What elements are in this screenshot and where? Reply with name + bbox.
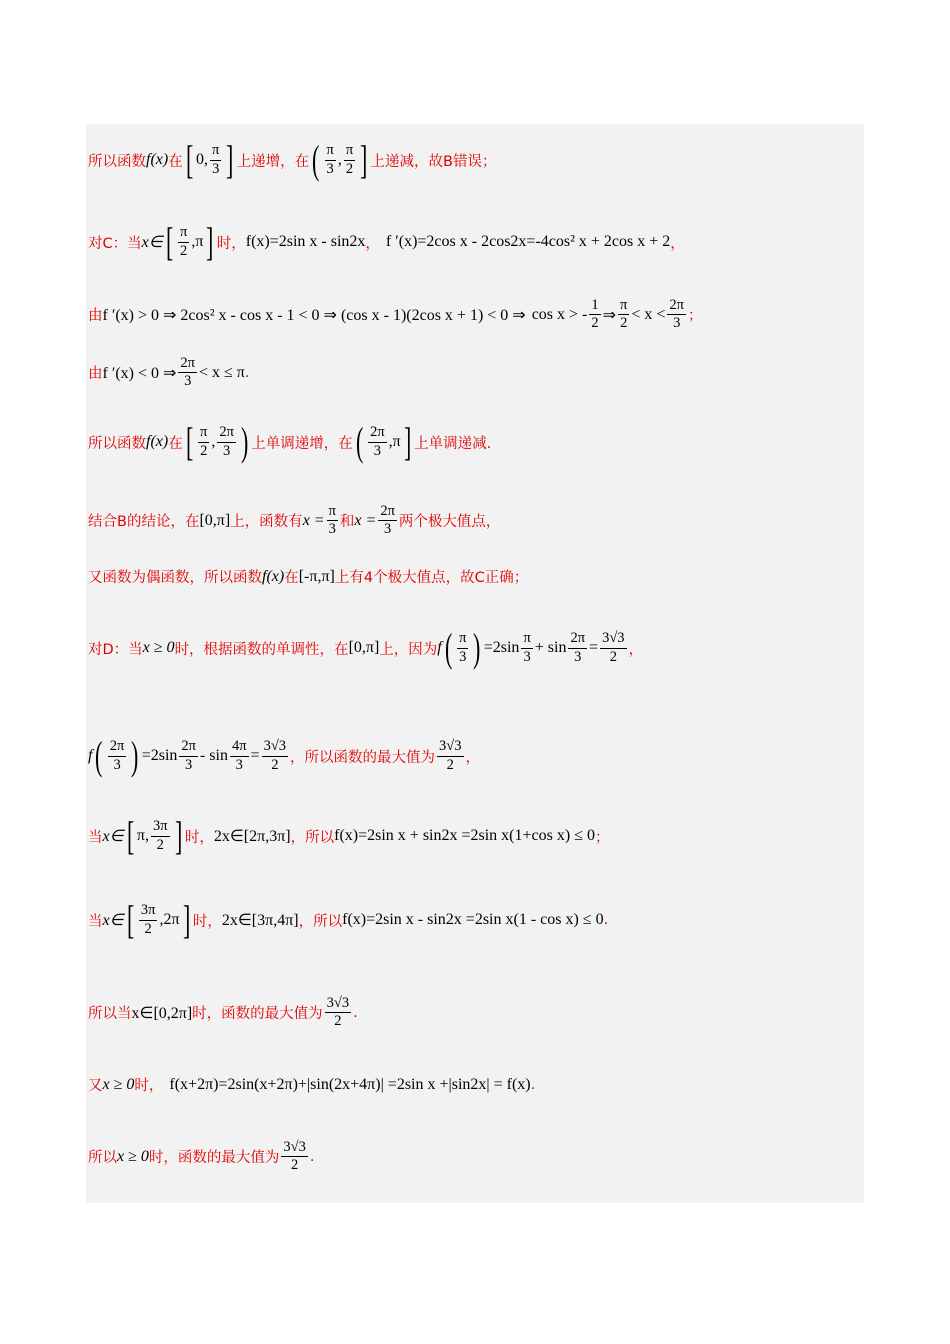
line-12: [88, 996, 358, 1029]
math: =: [589, 639, 599, 656]
text: ，所以函数的最大值为: [290, 749, 436, 766]
fraction: [179, 739, 198, 772]
den: 2: [345, 160, 354, 177]
text: ，: [670, 235, 685, 252]
text: 在: [168, 435, 183, 452]
math: x ≥ 0: [117, 1147, 149, 1165]
text: ，: [628, 641, 644, 658]
interval: [ π , $\frac{3\pi}{2}$ ]: [126, 813, 182, 858]
den: 2: [200, 442, 208, 459]
paren: ( $\frac{2\pi}{3}$ ): [95, 733, 139, 778]
fraction: [262, 739, 288, 772]
math: 2x∈[2π,3π]: [213, 828, 291, 845]
den: 2: [591, 315, 599, 332]
text: .: [309, 1148, 315, 1165]
math: - sin: [199, 747, 228, 764]
den: 2: [144, 920, 152, 937]
math: f(x): [262, 567, 285, 585]
den: 2: [334, 1013, 342, 1030]
text: 时，函数的最大值为: [148, 1150, 280, 1167]
den: 3: [212, 160, 220, 177]
den: 3: [235, 756, 243, 773]
text: 对C：当: [88, 235, 142, 252]
line-11: [88, 897, 609, 942]
fraction: [325, 143, 336, 176]
num: π: [618, 298, 629, 315]
text: 时，: [184, 829, 214, 846]
den: 3: [328, 521, 336, 538]
math: [0,π]: [348, 639, 380, 656]
text: ，所以: [290, 829, 335, 846]
den: 2: [291, 1157, 299, 1174]
num: 3√3: [281, 1140, 307, 1157]
text: 时，: [192, 913, 222, 930]
line-2: [88, 219, 685, 264]
text: 上递增，在: [236, 153, 310, 170]
math: f ′(x) < 0 ⇒: [102, 364, 177, 382]
line-9: f ( $\frac{2\pi}{3}$ ) =2sin $\frac{2\pi}{3}$ - sin $\frac{4\pi}{3}$ = $\frac{3√3}{2}$ ，所以函数的最大值为 $\frac{3√3}{2}$ ，: [88, 733, 481, 778]
text: 对D：当: [88, 641, 143, 658]
num: 2π: [667, 298, 686, 315]
math: f ′(x) > 0 ⇒ 2cos² x - cos x - 1 < 0 ⇒ (cos x - 1)(2cos x + 1) < 0 ⇒: [102, 306, 526, 324]
num: 2π: [178, 356, 197, 373]
fraction: [568, 631, 587, 664]
math: =-4cos² x + 2cos x + 2: [526, 233, 671, 250]
den: 3: [113, 756, 121, 773]
num: 3π: [151, 819, 170, 836]
interval: ( $\frac{2\pi}{3}$ , π ]: [355, 419, 412, 464]
math: f(x+2π)=2sin(x+2π)+|sin(2x+4π)| =2sin x +|sin2x| = f(x): [169, 1075, 531, 1093]
math: f(x)=2sin x + sin2x =2sin x(1+cos x) ≤ 0: [334, 827, 595, 844]
text: .: [244, 364, 250, 381]
text: .: [530, 1076, 536, 1093]
den: 3: [223, 442, 231, 459]
fraction: [325, 996, 351, 1029]
math: 2x∈[3π,4π]: [221, 912, 299, 929]
fraction: [521, 631, 532, 664]
fraction: [327, 504, 338, 537]
math: f(x)=2sin x - sin2x: [245, 233, 366, 250]
fraction: [589, 298, 600, 331]
math: x∈[0,2π]: [131, 1004, 193, 1022]
text: ，: [365, 235, 380, 252]
math: π: [392, 433, 401, 450]
math: f(x): [146, 433, 169, 450]
line-14: [88, 1140, 314, 1173]
num: π: [210, 143, 221, 160]
text: 又函数为偶函数，所以函数: [88, 570, 262, 586]
den: 3: [523, 648, 531, 665]
math: < x <: [631, 305, 666, 323]
fraction: [344, 143, 355, 176]
text: 所以当: [88, 1006, 132, 1023]
line-7: [88, 566, 528, 587]
num: 2π: [568, 631, 587, 648]
fraction: [151, 819, 170, 852]
math: =2sin: [483, 639, 520, 656]
fraction: [281, 1140, 307, 1173]
text: 在: [168, 153, 183, 170]
line-5: [88, 419, 492, 464]
den: 2: [271, 756, 279, 773]
num: π: [198, 425, 209, 442]
num: 3√3: [600, 631, 626, 648]
fraction: [368, 425, 387, 458]
fraction: [667, 298, 686, 331]
math: π: [136, 827, 145, 844]
fraction: [198, 425, 209, 458]
text: 在: [284, 570, 299, 586]
num: 4π: [230, 739, 249, 756]
math: [0,π]: [199, 511, 231, 529]
math: x =: [354, 511, 377, 529]
math: cos x > -: [531, 305, 588, 323]
math: π: [195, 233, 204, 250]
den: 3: [326, 160, 334, 177]
math: x∈: [141, 234, 163, 251]
math: + sin: [534, 639, 567, 656]
math: =: [250, 747, 260, 764]
text: 上有4个极大值点，故C正确；: [334, 570, 529, 586]
text: 上，因为: [379, 641, 438, 658]
math: f ′(x)=2cos x - 2cos2x: [385, 233, 527, 250]
text: .: [603, 912, 609, 928]
text: 两个极大值点，: [398, 514, 501, 531]
num: 3√3: [437, 739, 463, 756]
fraction: [217, 425, 236, 458]
text: 上，函数有: [230, 514, 303, 531]
text: 结合B的结论，在: [88, 514, 200, 531]
interval: [ $\frac{3\pi}{2}$ , 2π ]: [126, 897, 190, 942]
num: 1: [589, 298, 600, 315]
text: 所以函数: [88, 153, 146, 170]
fraction: [178, 225, 189, 258]
math: f(x): [146, 151, 169, 168]
text: .: [353, 1004, 358, 1021]
line-1: [88, 137, 497, 182]
text: 当: [88, 829, 103, 846]
interval: [ $\frac{\pi}{2}$ , π ]: [165, 219, 214, 264]
line-3: [88, 298, 703, 331]
paren: ( $\frac{\pi}{3}$ ): [444, 625, 481, 670]
fraction: [210, 143, 221, 176]
num: π: [327, 504, 338, 521]
den: 3: [673, 315, 681, 332]
text: ，所以: [298, 913, 343, 930]
math: x =: [302, 511, 325, 529]
text: 上递减，故B错误；: [370, 153, 497, 170]
line-13: [88, 1074, 535, 1095]
math: 0,: [196, 151, 209, 168]
den: 3: [185, 756, 193, 773]
num: 2π: [368, 425, 387, 442]
num: 2π: [179, 739, 198, 756]
line-10: [88, 813, 610, 858]
text: ；: [688, 308, 703, 325]
text: 时，根据函数的单调性，在: [174, 641, 349, 658]
den: 2: [156, 836, 164, 853]
text: 所以: [88, 1150, 117, 1167]
math: =2sin: [141, 747, 178, 764]
num: 3√3: [325, 996, 351, 1013]
math: ⇒: [602, 306, 617, 324]
fraction: [230, 739, 249, 772]
fraction: [378, 504, 397, 537]
text: 上单调递减.: [414, 435, 492, 452]
text: 上单调递增，在: [251, 435, 353, 452]
den: 3: [373, 442, 381, 459]
math: f(x)=2sin x - sin2x =2sin x(1 - cos x) ≤ 0: [342, 911, 604, 928]
den: 2: [609, 648, 617, 665]
line-8: 对D：当 x ≥ 0 时，根据函数的单调性，在 [0,π] 上，因为 f ( $\frac{\pi}{3}$ ) =2sin $\frac{\pi}{3}$ + sin $\frac{2\pi}{3}$ = $\frac{3√3}{2}$ ，: [88, 625, 644, 670]
fraction: [618, 298, 629, 331]
text: 由: [88, 308, 103, 325]
text: 时，: [134, 1078, 164, 1094]
fraction: [178, 356, 197, 389]
den: 3: [383, 521, 392, 538]
math: x∈: [102, 912, 124, 929]
num: π: [344, 143, 355, 160]
num: 2π: [108, 739, 127, 756]
fraction: [457, 631, 468, 664]
text: ；: [594, 829, 610, 846]
den: 2: [446, 756, 454, 773]
num: 3π: [139, 903, 158, 920]
num: π: [325, 143, 336, 160]
den: 2: [180, 242, 188, 259]
text: 时，: [216, 235, 246, 252]
line-6: [88, 504, 500, 537]
text: 时，函数的最大值为: [192, 1006, 323, 1023]
num: π: [521, 631, 532, 648]
text: 当: [88, 913, 103, 930]
den: 3: [459, 648, 467, 665]
text: ，: [465, 749, 481, 766]
den: 3: [184, 373, 192, 390]
math: x ≥ 0: [102, 1075, 135, 1093]
fraction: [437, 739, 463, 772]
num: 2π: [378, 504, 397, 521]
math: x ≥ 0: [142, 639, 175, 656]
interval: [ $\frac{\pi}{2}$ , $\frac{2\pi}{3}$ ): [185, 419, 249, 464]
interval: [ 0, $\frac{\pi}{3}$ ]: [185, 137, 234, 182]
fraction: [139, 903, 158, 936]
math: 2π: [163, 911, 180, 928]
fraction: [600, 631, 626, 664]
math: [-π,π]: [298, 567, 335, 585]
text: 由: [88, 366, 103, 383]
interval: ( $\frac{\pi}{3}$ , $\frac{\pi}{2}$ ]: [312, 137, 368, 182]
line-4: [88, 356, 250, 389]
text: 和: [339, 514, 355, 531]
num: 3√3: [262, 739, 288, 756]
num: π: [457, 631, 468, 648]
math: x∈: [102, 828, 124, 845]
fraction: [108, 739, 127, 772]
den: 2: [620, 315, 628, 332]
text: 又: [88, 1078, 103, 1094]
text: 所以函数: [88, 435, 146, 452]
math: < x ≤ π: [199, 363, 245, 381]
num: π: [178, 225, 189, 242]
den: 3: [574, 648, 582, 665]
num: 2π: [217, 425, 236, 442]
